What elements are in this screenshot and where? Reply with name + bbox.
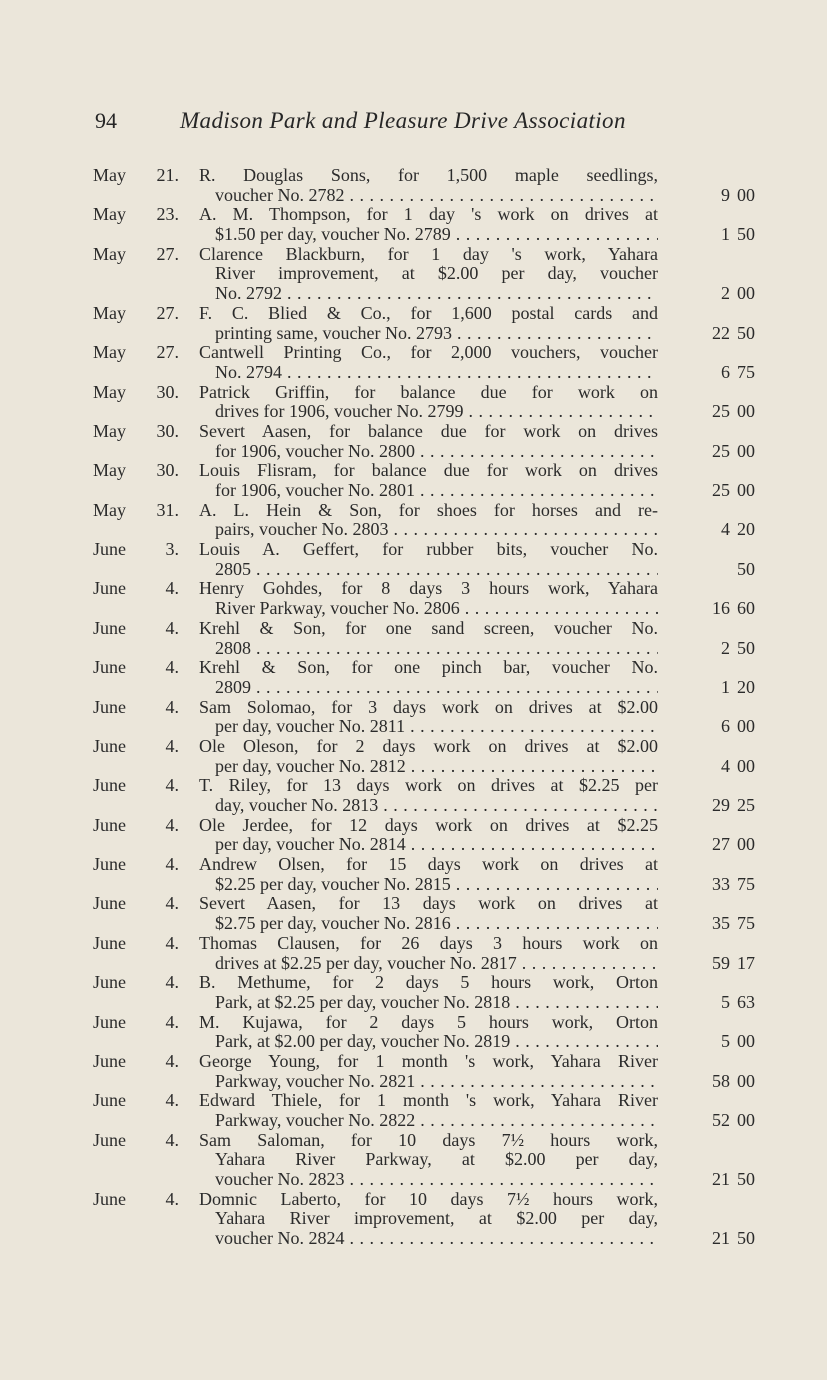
- amount-dollars: 25: [712, 440, 730, 461]
- entry-description: River improvement, at $2.00 per day, voucher: [215, 263, 658, 284]
- entry-line: [0, 1128, 827, 1148]
- entry-line: [0, 498, 827, 518]
- ledger-entries: [0, 163, 827, 1249]
- ledger-entry: [0, 458, 827, 500]
- entry-day: 4.: [165, 1188, 179, 1209]
- entry-description: Park, at $2.25 per day, voucher No. 2818 . . .: [215, 990, 658, 1014]
- entry-description: drives for 1906, voucher No. 2799 . . .: [215, 399, 658, 423]
- entry-day: 27.: [156, 302, 179, 323]
- ledger-entry: [0, 419, 827, 461]
- entry-description: George Young, for 1 month 's work, Yahara River: [199, 1050, 658, 1071]
- entry-line: [0, 478, 827, 498]
- entry-description: per day, voucher No. 2811 . . .: [215, 714, 658, 738]
- entry-day: 3.: [165, 539, 179, 560]
- amount-cents: 50: [737, 1228, 755, 1249]
- entry-description: R. Douglas Sons, for 1,500 maple seedlings,: [199, 165, 658, 185]
- entry-line: [0, 616, 827, 636]
- ledger-entry: [0, 773, 827, 815]
- amount-cents: 20: [737, 676, 755, 697]
- entry-description: A. M. Thompson, for 1 day 's work on drives at: [199, 204, 658, 225]
- entry-line: [0, 655, 827, 678]
- entry-line: [0, 222, 827, 245]
- entry-description: Krehl & Son, for one pinch bar, voucher No.: [199, 657, 658, 678]
- entry-day: 21.: [156, 165, 179, 185]
- entry-line: [0, 183, 827, 203]
- entry-month: June: [93, 1188, 126, 1209]
- amount-dollars: 5: [721, 991, 730, 1012]
- entry-line: [0, 773, 827, 796]
- entry-line: [0, 1226, 827, 1249]
- entry-description: $2.75 per day, voucher No. 2816 . . .: [215, 911, 658, 935]
- entry-day: 30.: [156, 381, 179, 402]
- entry-day: 4.: [165, 814, 179, 835]
- entry-description: drives at $2.25 per day, voucher No. 2817 . . .: [215, 951, 658, 975]
- entry-description: per day, voucher No. 2814 . . .: [215, 832, 658, 856]
- entry-month: May: [93, 460, 126, 481]
- ledger-entry: [0, 1049, 827, 1091]
- entry-description: F. C. Blied & Co., for 1,600 postal cards and: [199, 302, 658, 323]
- amount-dollars: 6: [721, 361, 730, 382]
- entry-day: 4.: [165, 893, 179, 914]
- ledger-entry: [0, 970, 827, 1012]
- entry-description: Henry Gohdes, for 8 days 3 hours work, Yahara: [199, 578, 658, 599]
- entry-day: 31.: [156, 499, 179, 520]
- entry-line: [0, 1029, 827, 1052]
- entry-description: for 1906, voucher No. 2801 . . .: [215, 478, 658, 502]
- entry-description: Krehl & Son, for one sand screen, voucher No.: [199, 617, 658, 638]
- entry-line: [0, 537, 827, 560]
- entry-line: [0, 970, 827, 993]
- amount-dollars: 29: [712, 795, 730, 815]
- entry-description: Domnic Laberto, for 10 days 7½ hours work,: [199, 1188, 658, 1209]
- ledger-entry: [0, 695, 827, 737]
- ledger-entry: [0, 163, 827, 205]
- amount-dollars: 27: [712, 834, 730, 855]
- entry-line: [0, 163, 827, 183]
- amount-cents: 00: [737, 1031, 755, 1052]
- entry-description: Park, at $2.00 per day, voucher No. 2819 . . .: [215, 1029, 658, 1053]
- entry-line: [0, 852, 827, 875]
- amount-cents: 00: [737, 716, 755, 737]
- entry-day: 4.: [165, 696, 179, 717]
- entry-line: [0, 340, 827, 363]
- entry-month: June: [93, 696, 126, 717]
- ledger-entry: [0, 852, 827, 894]
- amount-cents: 63: [737, 991, 755, 1012]
- entry-description: printing same, voucher No. 2793 . . .: [215, 321, 658, 345]
- entry-line: [0, 832, 827, 855]
- ledger-entry: [0, 1128, 827, 1190]
- entry-line: [0, 872, 827, 892]
- amount-cents: 50: [737, 1169, 755, 1190]
- entry-day: 4.: [165, 657, 179, 678]
- amount-dollars: 58: [712, 1070, 730, 1091]
- amount-dollars: 21: [712, 1169, 730, 1190]
- entry-month: June: [93, 1050, 126, 1071]
- entry-day: 4.: [165, 617, 179, 638]
- entry-month: June: [93, 657, 126, 678]
- entry-description: River Parkway, voucher No. 2806 . . .: [215, 596, 658, 620]
- entry-day: 4.: [165, 1011, 179, 1032]
- entry-description: Andrew Olsen, for 15 days work on drives at: [199, 854, 658, 875]
- entry-description: Patrick Griffin, for balance due for work on: [199, 381, 658, 402]
- ledger-entry: [0, 576, 827, 619]
- entry-description: Parkway, voucher No. 2822 . . .: [215, 1108, 658, 1132]
- entry-line: [0, 695, 827, 715]
- amount-dollars: 1: [721, 676, 730, 697]
- ledger-entry: [0, 340, 827, 382]
- entry-month: June: [93, 578, 126, 599]
- amount-cents: 00: [737, 1110, 755, 1130]
- entry-line: [0, 261, 827, 284]
- entry-month: May: [93, 204, 126, 225]
- amount-cents: 00: [737, 1070, 755, 1091]
- amount-cents: 00: [737, 440, 755, 461]
- entry-day: 4.: [165, 735, 179, 756]
- amount-cents: 50: [737, 224, 755, 245]
- entry-description: voucher No. 2823 . . .: [215, 1167, 658, 1191]
- entry-line: [0, 1187, 827, 1207]
- entry-day: 4.: [165, 578, 179, 599]
- amount-cents: 20: [737, 519, 755, 540]
- entry-line: [0, 1069, 827, 1089]
- entry-line: [0, 911, 827, 934]
- entry-day: 23.: [156, 204, 179, 225]
- amount-dollars: 52: [712, 1110, 730, 1130]
- entry-description: Cantwell Printing Co., for 2,000 vouchers, voucher: [199, 342, 658, 363]
- ledger-entry: [0, 1010, 827, 1052]
- entry-description: Severt Aasen, for 13 days work on drives at: [199, 893, 658, 914]
- entry-day: 4.: [165, 972, 179, 993]
- amount-dollars: 1: [721, 224, 730, 245]
- entry-line: [0, 242, 827, 262]
- page-number: 94: [95, 108, 117, 133]
- entry-line: [0, 931, 827, 951]
- entry-description: Ole Jerdee, for 12 days work on drives at $2.25: [199, 814, 658, 835]
- ledger-entry: [0, 891, 827, 934]
- ledger-entry: [0, 202, 827, 245]
- entry-line: [0, 596, 827, 619]
- entry-line: [0, 1108, 827, 1128]
- amount-cents: 60: [737, 598, 755, 619]
- entry-description: Ole Oleson, for 2 days work on drives at $2.00: [199, 735, 658, 756]
- entry-description: Louis Flisram, for balance due for work on drives: [199, 460, 658, 481]
- amount-dollars: 22: [712, 322, 730, 343]
- entry-line: [0, 734, 827, 754]
- amount-dollars: 33: [712, 873, 730, 894]
- amount-cents: 50: [737, 322, 755, 343]
- page-header: [95, 108, 685, 142]
- entry-description: Louis A. Geffert, for rubber bits, voucher No.: [199, 539, 658, 560]
- amount-cents: 00: [737, 401, 755, 422]
- entry-description: Sam Solomao, for 3 days work on drives at $2.00: [199, 696, 658, 717]
- entry-month: May: [93, 499, 126, 520]
- entry-month: June: [93, 775, 126, 796]
- ledger-entry: [0, 655, 827, 697]
- ledger-entry: [0, 931, 827, 973]
- amount-dollars: 9: [721, 184, 730, 205]
- entry-month: June: [93, 735, 126, 756]
- entry-line: [0, 1010, 827, 1030]
- entry-line: [0, 399, 827, 422]
- entry-line: [0, 1147, 827, 1170]
- amount-cents: 75: [737, 913, 755, 934]
- entry-month: June: [93, 814, 126, 835]
- amount-dollars: 25: [712, 401, 730, 422]
- entry-description: 2805 . . .: [215, 557, 658, 581]
- amount-cents: 17: [737, 952, 755, 973]
- entry-description: A. L. Hein & Son, for shoes for horses and re-: [199, 499, 658, 520]
- entry-day: 4.: [165, 1090, 179, 1111]
- entry-line: [0, 202, 827, 225]
- entry-day: 27.: [156, 243, 179, 264]
- amount-cents: 00: [737, 480, 755, 500]
- entry-day: 4.: [165, 1129, 179, 1150]
- entry-line: [0, 1206, 827, 1229]
- amount-cents: 25: [737, 795, 755, 815]
- entry-description: $2.25 per day, voucher No. 2815 . . .: [215, 872, 658, 896]
- entry-line: [0, 321, 827, 341]
- entry-line: [0, 301, 827, 321]
- entry-line: [0, 754, 827, 774]
- entry-line: [0, 517, 827, 540]
- entry-description: No. 2792 . . .: [215, 281, 658, 305]
- entry-line: [0, 793, 827, 813]
- amount-cents: 00: [737, 834, 755, 855]
- entry-month: May: [93, 243, 126, 264]
- entry-month: June: [93, 854, 126, 875]
- amount-dollars: 4: [721, 519, 730, 540]
- entry-description: day, voucher No. 2813 . . .: [215, 793, 658, 817]
- entry-month: May: [93, 165, 126, 185]
- entry-description: pairs, voucher No. 2803 . . .: [215, 517, 658, 541]
- entry-description: 2808 . . .: [215, 636, 658, 660]
- ledger-entry: [0, 537, 827, 579]
- ledger-entry: [0, 734, 827, 776]
- amount-dollars: 21: [712, 1228, 730, 1249]
- entry-line: [0, 439, 827, 459]
- amount-dollars: 2: [721, 283, 730, 304]
- amount-dollars: 2: [721, 637, 730, 658]
- ledger-entry: [0, 498, 827, 540]
- amount-cents: 75: [737, 361, 755, 382]
- entry-line: [0, 360, 827, 380]
- amount-cents: 00: [737, 184, 755, 205]
- entry-line: [0, 675, 827, 695]
- amount-cents: 50: [737, 558, 755, 579]
- amount-cents: 75: [737, 873, 755, 894]
- entry-description: Thomas Clausen, for 26 days 3 hours work on: [199, 932, 658, 953]
- entry-description: B. Methume, for 2 days 5 hours work, Orton: [199, 972, 658, 993]
- entry-line: [0, 281, 827, 304]
- page-title: Madison Park and Pleasure Drive Association: [180, 108, 626, 133]
- entry-month: June: [93, 1090, 126, 1111]
- entry-day: 30.: [156, 460, 179, 481]
- entry-description: Severt Aasen, for balance due for work on drives: [199, 420, 658, 441]
- ledger-entry: [0, 301, 827, 343]
- entry-description: T. Riley, for 13 days work on drives at $2.25 per: [199, 775, 658, 796]
- entry-month: June: [93, 972, 126, 993]
- ledger-entry: [0, 242, 827, 304]
- entry-line: [0, 557, 827, 577]
- entry-month: June: [93, 893, 126, 914]
- entry-description: 2809 . . .: [215, 675, 658, 699]
- entry-line: [0, 1167, 827, 1190]
- entry-line: [0, 714, 827, 737]
- entry-line: [0, 636, 827, 656]
- entry-month: June: [93, 539, 126, 560]
- entry-description: No. 2794 . . .: [215, 360, 658, 384]
- entry-line: [0, 380, 827, 400]
- amount-dollars: 6: [721, 716, 730, 737]
- amount-cents: 50: [737, 637, 755, 658]
- amount-dollars: 4: [721, 755, 730, 776]
- entry-month: May: [93, 381, 126, 402]
- entry-month: June: [93, 932, 126, 953]
- amount-cents: 00: [737, 283, 755, 304]
- entry-month: June: [93, 617, 126, 638]
- entry-day: 30.: [156, 420, 179, 441]
- entry-description: voucher No. 2824 . . .: [215, 1226, 658, 1250]
- entry-month: May: [93, 342, 126, 363]
- entry-description: Parkway, voucher No. 2821 . . .: [215, 1069, 658, 1093]
- entry-line: [0, 891, 827, 914]
- ledger-entry: [0, 1187, 827, 1249]
- amount-dollars: 5: [721, 1031, 730, 1052]
- entry-description: Yahara River Parkway, at $2.00 per day,: [215, 1149, 658, 1170]
- entry-month: May: [93, 420, 126, 441]
- entry-line: [0, 419, 827, 439]
- entry-line: [0, 576, 827, 599]
- amount-dollars: 35: [712, 913, 730, 934]
- entry-month: June: [93, 1129, 126, 1150]
- ledger-entry: [0, 616, 827, 658]
- ledger-entry: [0, 1088, 827, 1130]
- entry-month: June: [93, 1011, 126, 1032]
- entry-description: Clarence Blackburn, for 1 day 's work, Yahara: [199, 243, 658, 264]
- entry-day: 27.: [156, 342, 179, 363]
- entry-line: [0, 1049, 827, 1069]
- entry-day: 4.: [165, 854, 179, 875]
- entry-day: 4.: [165, 775, 179, 796]
- entry-line: [0, 813, 827, 833]
- entry-description: voucher No. 2782 . . .: [215, 183, 658, 207]
- entry-description: M. Kujawa, for 2 days 5 hours work, Orton: [199, 1011, 658, 1032]
- entry-line: [0, 951, 827, 971]
- entry-description: Yahara River improvement, at $2.00 per day,: [215, 1208, 658, 1229]
- amount-cents: 00: [737, 755, 755, 776]
- entry-day: 4.: [165, 1050, 179, 1071]
- ledger-entry: [0, 380, 827, 422]
- amount-dollars: 59: [712, 952, 730, 973]
- entry-description: $1.50 per day, voucher No. 2789 . . .: [215, 222, 658, 246]
- amount-dollars: 25: [712, 480, 730, 500]
- amount-dollars: 16: [712, 598, 730, 619]
- entry-line: [0, 1088, 827, 1111]
- entry-description: for 1906, voucher No. 2800 . . .: [215, 439, 658, 463]
- entry-line: [0, 458, 827, 481]
- ledger-entry: [0, 813, 827, 855]
- entry-line: [0, 990, 827, 1010]
- entry-description: per day, voucher No. 2812 . . .: [215, 754, 658, 778]
- entry-month: May: [93, 302, 126, 323]
- entry-day: 4.: [165, 932, 179, 953]
- entry-description: Edward Thiele, for 1 month 's work, Yahara River: [199, 1090, 658, 1111]
- entry-description: Sam Saloman, for 10 days 7½ hours work,: [199, 1129, 658, 1150]
